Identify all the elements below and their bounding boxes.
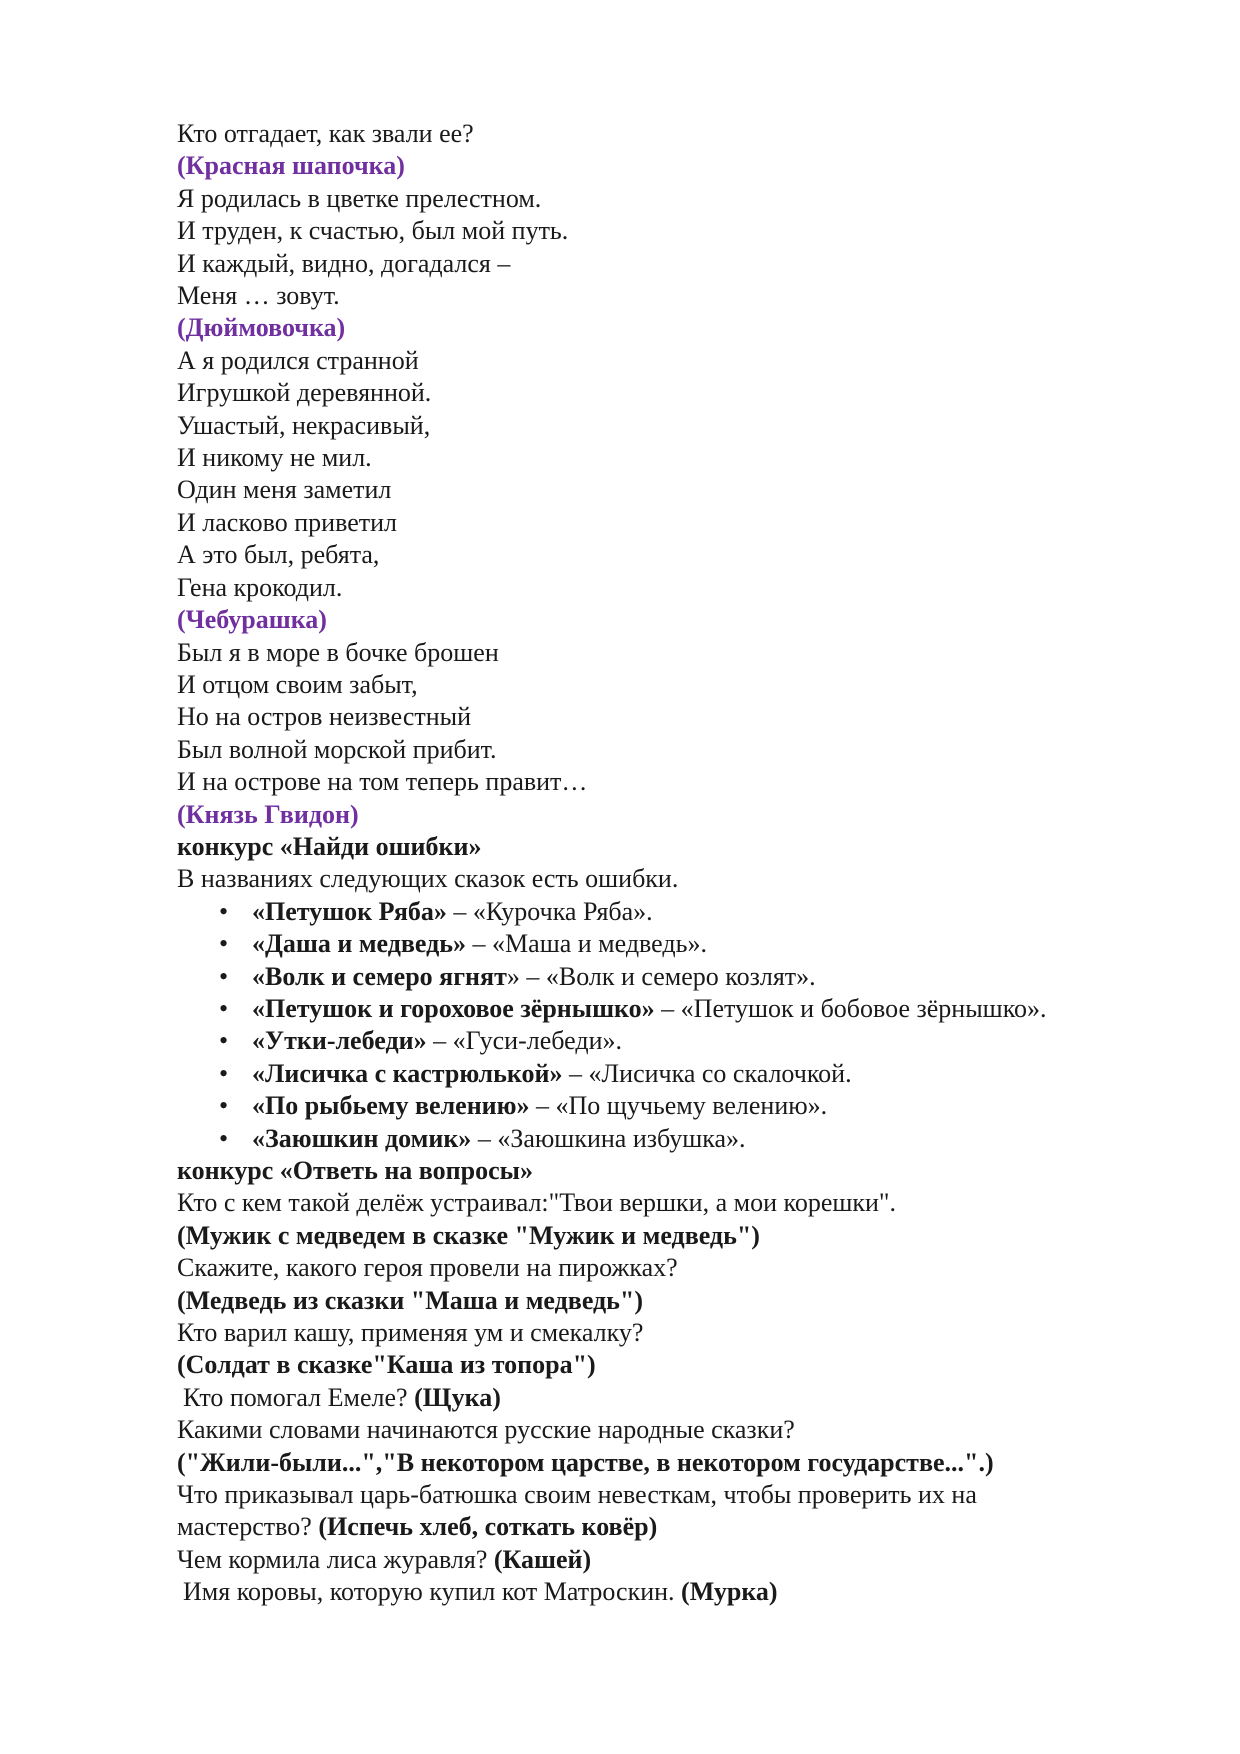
answer-line: (Солдат в сказке"Каша из топора") xyxy=(177,1350,596,1380)
answer-line: ("Жили-были...","В некотором царстве, в некотором государстве...".) xyxy=(177,1447,994,1477)
wrong-title: «Волк и семеро ягнят xyxy=(252,961,507,991)
correct-title: – «Лисичка со скалочкой. xyxy=(562,1058,852,1088)
question-line: Скажите, какого героя провели на пирожках? xyxy=(177,1253,678,1283)
wrong-title: «Заюшкин домик» xyxy=(252,1123,472,1153)
list-item xyxy=(177,961,1240,993)
riddle-line: И на острове на том теперь правит… xyxy=(177,767,588,797)
question-line xyxy=(177,1511,1240,1543)
correct-title: – «По щучьему велению». xyxy=(529,1091,828,1121)
riddle-line: А я родился странной xyxy=(177,345,419,375)
riddle-line: Но на остров неизвестный xyxy=(177,702,472,732)
list-item xyxy=(177,1058,1240,1090)
question-text: Чем кормила лиса журавля? xyxy=(177,1544,494,1574)
riddle-line: А это был, ребята, xyxy=(177,540,380,570)
answer-inline: (Щука) xyxy=(414,1382,501,1412)
list-item xyxy=(177,1123,1240,1155)
correct-title: – «Петушок и бобовое зёрнышко». xyxy=(654,993,1047,1023)
answer-inline: (Испечь хлеб, соткать ковёр) xyxy=(318,1512,658,1542)
list-item xyxy=(177,993,1240,1025)
correct-title: – «Курочка Ряба». xyxy=(446,896,653,926)
wrong-title: «Даша и медведь» xyxy=(252,929,467,959)
question-line: Кто с кем такой делёж устраивал:"Твои вершки, а мои корешки". xyxy=(177,1188,897,1218)
riddle-line: И ласково приветил xyxy=(177,507,397,537)
answer-inline: (Мурка) xyxy=(681,1577,778,1607)
wrong-title: «Петушок и гороховое зёрнышко» xyxy=(252,993,655,1023)
contest-title: конкурс «Ответь на вопросы» xyxy=(177,1156,533,1185)
question-text: Кто помогал Емеле? xyxy=(183,1382,415,1412)
bullet-icon: • xyxy=(219,993,229,1023)
answer-line: (Медведь из сказки "Маша и медведь") xyxy=(177,1285,644,1315)
question-text: мастерство? xyxy=(177,1512,319,1542)
riddle-question-line: Кто отгадает, как звали ее? xyxy=(177,119,474,148)
riddle-line: Меня … зовут. xyxy=(177,281,340,311)
riddle-answer: (Чебурашка) xyxy=(177,605,327,635)
riddle-line: И каждый, видно, догадался – xyxy=(177,248,511,278)
list-item xyxy=(177,928,1240,960)
question-line xyxy=(177,1576,1240,1608)
errors-list xyxy=(177,896,1240,1155)
riddle-line: И труден, к счастью, был мой путь. xyxy=(177,216,569,246)
question-line: Какими словами начинаются русские народные сказки? xyxy=(177,1415,795,1445)
riddle-line: И отцом своим забыт, xyxy=(177,669,418,699)
answer-line: (Мужик с медведем в сказке "Мужик и медведь") xyxy=(177,1220,760,1250)
wrong-title: «По рыбьему велению» xyxy=(252,1091,530,1121)
list-item xyxy=(177,1025,1240,1057)
bullet-icon: • xyxy=(219,896,229,926)
bullet-icon: • xyxy=(219,929,229,959)
bullet-icon: • xyxy=(219,1026,229,1056)
list-item xyxy=(177,896,1240,928)
bullet-icon: • xyxy=(219,1123,229,1153)
question-line: Кто варил кашу, применяя ум и смекалку? xyxy=(177,1318,644,1348)
contest-intro: В названиях следующих сказок есть ошибки. xyxy=(177,864,679,894)
question-line xyxy=(177,1544,1240,1576)
riddle-line: Гена крокодил. xyxy=(177,572,343,602)
wrong-title: «Лисичка с кастрюлькой» xyxy=(252,1058,563,1088)
bullet-icon: • xyxy=(219,1058,229,1088)
correct-title: – «Маша и медведь». xyxy=(466,929,707,959)
bullet-icon: • xyxy=(219,1091,229,1121)
riddle-line: Был волной морской прибит. xyxy=(177,734,497,764)
wrong-title: «Утки-лебеди» xyxy=(252,1026,427,1056)
list-item xyxy=(177,1090,1240,1122)
riddle-line: Я родилась в цветке прелестном. xyxy=(177,183,542,213)
question-line: Что приказывал царь-батюшка своим невесткам, чтобы проверить их на xyxy=(177,1480,977,1510)
riddle-answer: (Князь Гвидон) xyxy=(177,799,359,829)
question-line xyxy=(177,1382,1240,1414)
riddle-line: Ушастый, некрасивый, xyxy=(177,410,431,440)
riddle-line: И никому не мил. xyxy=(177,443,372,473)
contest-title: конкурс «Найди ошибки» xyxy=(177,831,482,861)
bullet-icon: • xyxy=(219,961,229,991)
correct-title: – «Заюшкина избушка». xyxy=(471,1123,746,1153)
riddle-answer: (Красная шапочка) xyxy=(177,151,405,181)
riddle-line: Игрушкой деревянной. xyxy=(177,378,432,408)
riddle-line: Был я в море в бочке брошен xyxy=(177,637,499,667)
question-text: Имя коровы, которую купил кот Матроскин. xyxy=(183,1577,682,1607)
correct-title: » – «Волк и семеро козлят». xyxy=(506,961,816,991)
correct-title: – «Гуси-лебеди». xyxy=(426,1026,622,1056)
riddle-answer: (Дюймовочка) xyxy=(177,313,346,343)
wrong-title: «Петушок Ряба» xyxy=(252,896,447,926)
riddle-line: Один меня заметил xyxy=(177,475,392,505)
answer-inline: (Кашей) xyxy=(493,1544,592,1574)
